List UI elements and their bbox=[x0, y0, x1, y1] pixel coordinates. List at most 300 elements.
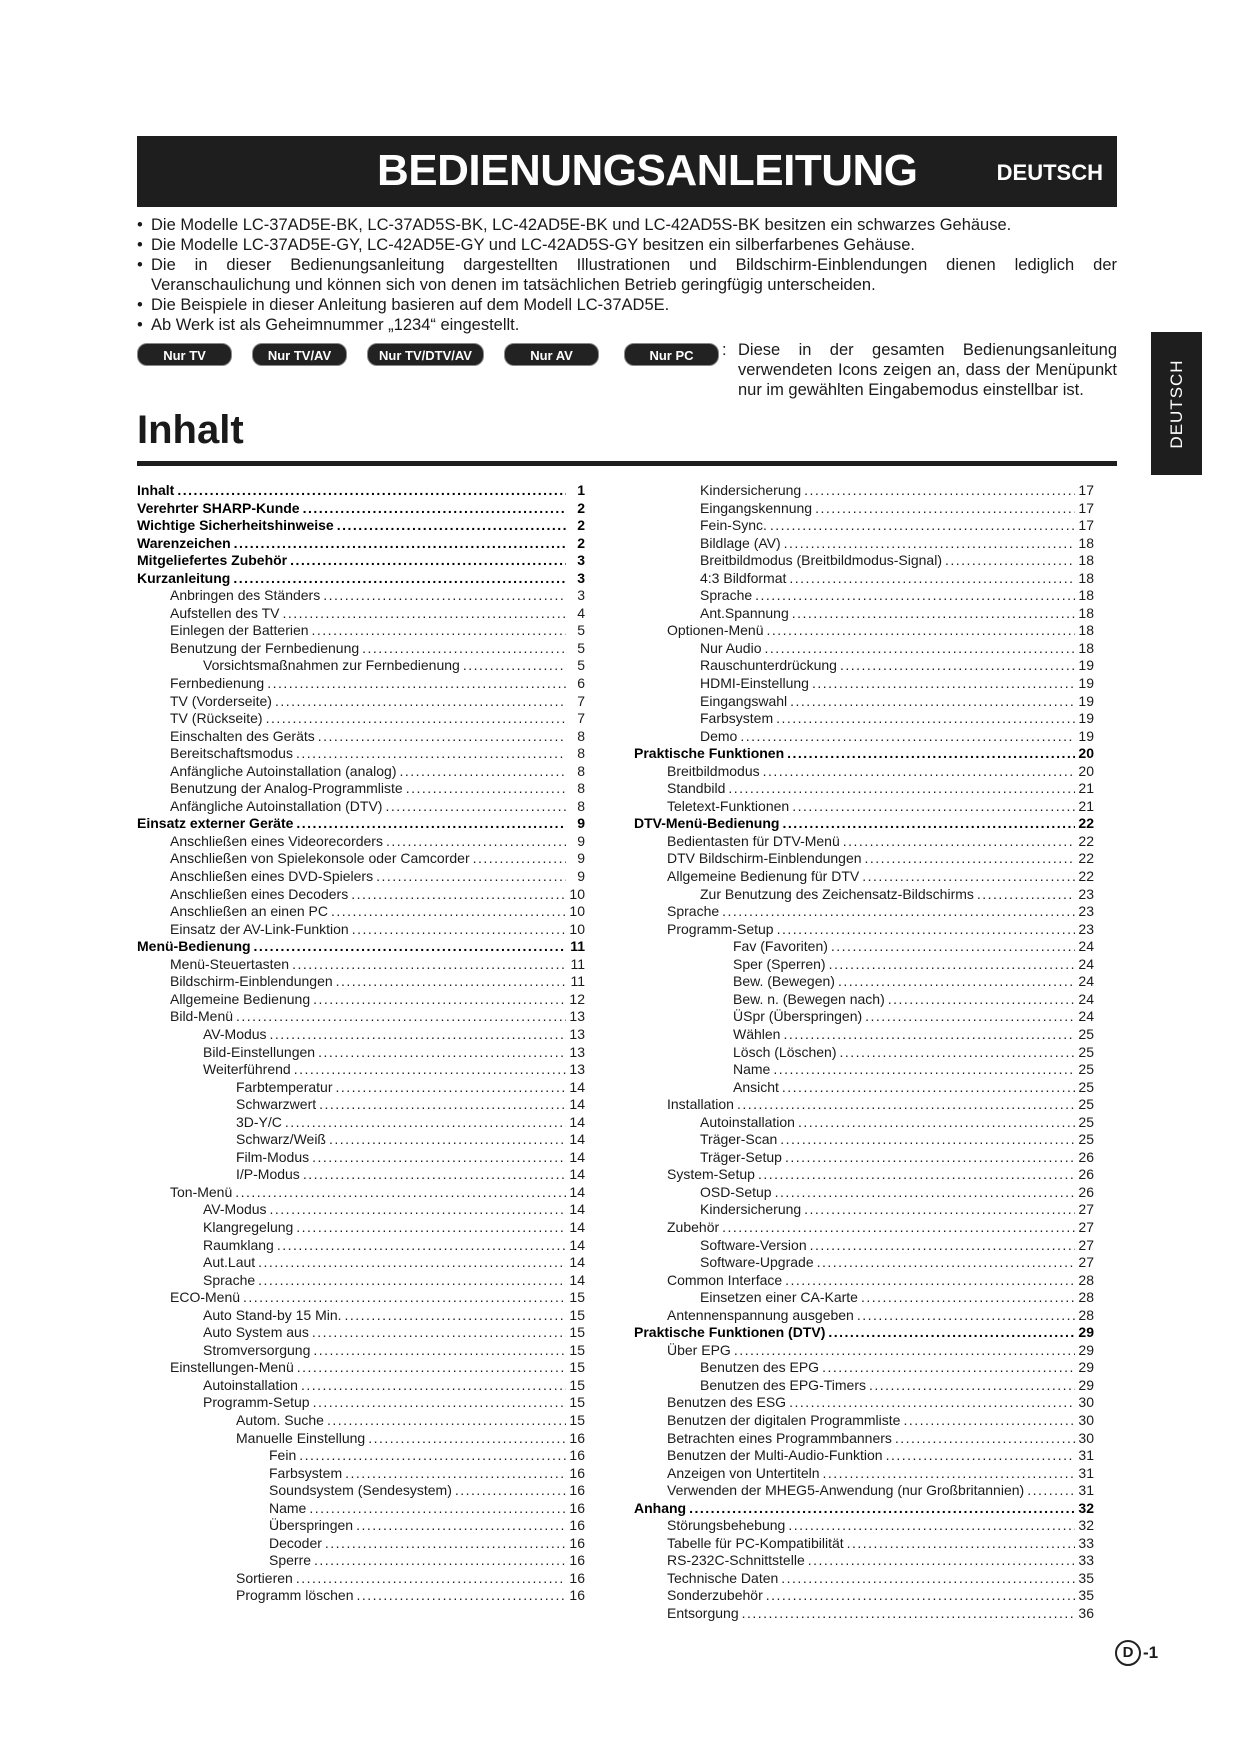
toc-entry-page: 27 bbox=[1078, 1218, 1094, 1235]
toc-entry-title: Common Interface bbox=[667, 1271, 783, 1288]
toc-entry-title: 3D-Y/C bbox=[236, 1113, 282, 1130]
toc-entry bbox=[137, 956, 585, 974]
toc-dot-leader bbox=[270, 1201, 566, 1219]
toc-entry-page: 24 bbox=[1078, 938, 1094, 955]
badge-nur-av: Nur AV bbox=[504, 343, 599, 366]
toc-dot-leader bbox=[233, 570, 566, 588]
toc-entry-page: 11 bbox=[570, 938, 585, 955]
toc-entry bbox=[137, 938, 585, 956]
toc-entry-title: TV (Vorderseite) bbox=[170, 692, 272, 709]
toc-entry-title: Fein bbox=[269, 1447, 297, 1464]
toc-entry bbox=[634, 1342, 1094, 1360]
toc-dot-leader bbox=[782, 1079, 1075, 1097]
toc-entry-page: 36 bbox=[1078, 1605, 1094, 1621]
toc-entry-title: Rauschunterdrückung bbox=[700, 657, 837, 674]
toc-entry-page: 22 bbox=[1078, 850, 1094, 867]
toc-entry bbox=[634, 815, 1094, 833]
toc-dot-leader bbox=[838, 973, 1075, 991]
toc-entry bbox=[137, 1394, 585, 1412]
toc-dot-leader bbox=[296, 1219, 566, 1237]
toc-entry-page: 24 bbox=[1078, 973, 1094, 990]
toc-entry-title: Zur Benutzung des Zeichensatz-Bildschirms bbox=[700, 885, 974, 902]
toc-dot-leader bbox=[270, 1026, 566, 1044]
toc-entry bbox=[634, 1447, 1094, 1465]
toc-dot-leader bbox=[327, 1412, 566, 1430]
toc-entry-page: 23 bbox=[1078, 885, 1094, 902]
toc-entry-page: 9 bbox=[577, 868, 585, 885]
toc-entry-page: 32 bbox=[1078, 1517, 1094, 1534]
toc-entry bbox=[634, 1272, 1094, 1290]
toc-dot-leader bbox=[804, 482, 1075, 500]
toc-entry-page: 25 bbox=[1078, 1113, 1094, 1130]
toc-entry-title: Benutzen der Multi-Audio-Funktion bbox=[667, 1447, 883, 1464]
note-item: • Die Modelle LC-37AD5E-GY, LC-42AD5E-GY und LC-42AD5S-GY besitzen ein silberfarbenes Gehäuse. bbox=[137, 235, 1117, 255]
toc-entry bbox=[137, 1465, 585, 1483]
toc-entry bbox=[634, 850, 1094, 868]
toc-entry bbox=[137, 587, 585, 605]
toc-entry-page: 23 bbox=[1078, 903, 1094, 920]
toc-entry-page: 6 bbox=[577, 675, 585, 692]
toc-dot-leader bbox=[296, 815, 566, 833]
toc-entry-title: Ton-Menü bbox=[170, 1183, 233, 1200]
toc-entry bbox=[634, 1587, 1094, 1605]
toc-entry-page: 27 bbox=[1078, 1201, 1094, 1218]
toc-dot-leader bbox=[742, 1605, 1075, 1623]
note-item: • Die Modelle LC-37AD5E-BK, LC-37AD5S-BK, LC-42AD5E-BK und LC-42AD5S-BK besitzen ein schwarzes Gehäuse. bbox=[137, 215, 1117, 235]
toc-entry-title: Betrachten eines Programmbanners bbox=[667, 1429, 892, 1446]
toc-entry-page: 7 bbox=[577, 710, 585, 727]
toc-entry-page: 17 bbox=[1078, 482, 1094, 498]
toc-dot-leader bbox=[886, 1447, 1075, 1465]
toc-dot-leader bbox=[386, 833, 566, 851]
toc-dot-leader bbox=[790, 693, 1075, 711]
toc-dot-leader bbox=[335, 1079, 566, 1097]
toc-entry bbox=[634, 973, 1094, 991]
toc-entry bbox=[137, 1570, 585, 1588]
toc-entry-title: Fernbedienung bbox=[170, 675, 265, 692]
toc-entry-page: 24 bbox=[1078, 955, 1094, 972]
toc-dot-leader bbox=[351, 886, 566, 904]
toc-entry-page: 14 bbox=[569, 1148, 585, 1165]
toc-entry-title: Farbsystem bbox=[269, 1464, 343, 1481]
toc-entry-title: Auto System aus bbox=[203, 1324, 309, 1341]
toc-entry-title: Breitbildmodus bbox=[667, 762, 760, 779]
toc-entry-page: 15 bbox=[569, 1324, 585, 1341]
toc-entry-page: 18 bbox=[1078, 622, 1094, 639]
toc-entry bbox=[634, 1201, 1094, 1219]
toc-entry-title: Stromversorgung bbox=[203, 1341, 311, 1358]
toc-entry-page: 30 bbox=[1078, 1394, 1094, 1411]
toc-entry-page: 24 bbox=[1078, 990, 1094, 1007]
toc-entry bbox=[634, 640, 1094, 658]
toc-dot-leader bbox=[789, 1394, 1075, 1412]
toc-entry-page: 8 bbox=[577, 745, 585, 762]
toc-dot-leader bbox=[780, 1131, 1075, 1149]
toc-entry-page: 29 bbox=[1078, 1324, 1094, 1341]
toc-dot-leader bbox=[313, 1342, 566, 1360]
toc-entry-title: Raumklang bbox=[203, 1236, 274, 1253]
toc-entry bbox=[137, 482, 585, 500]
toc-entry bbox=[137, 1096, 585, 1114]
toc-dot-leader bbox=[400, 763, 567, 781]
toc-dot-leader bbox=[258, 1272, 566, 1290]
toc-entry-title: Bew. (Bewegen) bbox=[733, 973, 835, 990]
toc-entry-title: Optionen-Menü bbox=[667, 622, 764, 639]
toc-entry-page: 14 bbox=[569, 1201, 585, 1218]
toc-dot-leader bbox=[767, 622, 1075, 640]
toc-entry-page: 18 bbox=[1078, 552, 1094, 569]
toc-dot-leader bbox=[903, 1412, 1075, 1430]
toc-dot-leader bbox=[236, 1008, 566, 1026]
toc-entry-page: 32 bbox=[1078, 1499, 1094, 1516]
toc-entry-title: RS-232C-Schnittstelle bbox=[667, 1552, 805, 1569]
toc-entry-title: Anfängliche Autoinstallation (analog) bbox=[170, 762, 397, 779]
toc-dot-leader bbox=[770, 517, 1075, 535]
toc-entry-title: Anschließen eines DVD-Spielers bbox=[170, 868, 374, 885]
toc-entry-page: 31 bbox=[1078, 1482, 1094, 1499]
toc-entry-title: Sperre bbox=[269, 1552, 312, 1569]
toc-entry bbox=[137, 1289, 585, 1307]
toc-entry bbox=[137, 1535, 585, 1553]
toc-dot-leader bbox=[740, 728, 1075, 746]
toc-entry-title: HDMI-Einstellung bbox=[700, 675, 809, 692]
toc-dot-leader bbox=[808, 1552, 1075, 1570]
toc-entry-page: 19 bbox=[1078, 727, 1094, 744]
toc-dot-leader bbox=[945, 552, 1075, 570]
toc-entry-page: 25 bbox=[1078, 1025, 1094, 1042]
toc-dot-leader bbox=[840, 657, 1075, 675]
toc-dot-leader bbox=[290, 552, 566, 570]
toc-entry-page: 3 bbox=[577, 569, 585, 586]
toc-entry bbox=[634, 657, 1094, 675]
toc-dot-leader bbox=[788, 1517, 1075, 1535]
toc-entry-page: 25 bbox=[1078, 1061, 1094, 1078]
toc-entry-page: 10 bbox=[569, 920, 585, 937]
toc-entry-page: 27 bbox=[1078, 1236, 1094, 1253]
toc-entry-title: Benutzung der Analog-Programmliste bbox=[170, 780, 403, 797]
toc-entry-title: Bedientasten für DTV-Menü bbox=[667, 832, 840, 849]
toc-entry-page: 30 bbox=[1078, 1411, 1094, 1428]
toc-dot-leader bbox=[356, 1517, 566, 1535]
toc-entry bbox=[634, 622, 1094, 640]
toc-entry bbox=[137, 1184, 585, 1202]
toc-dot-leader bbox=[325, 1535, 566, 1553]
toc-dot-leader bbox=[822, 1359, 1075, 1377]
toc-dot-leader bbox=[766, 1587, 1075, 1605]
toc-entry-page: 28 bbox=[1078, 1271, 1094, 1288]
toc-entry bbox=[634, 587, 1094, 605]
toc-entry-title: Kurzanleitung bbox=[137, 569, 231, 586]
toc-entry bbox=[634, 1570, 1094, 1588]
toc-entry bbox=[634, 938, 1094, 956]
title-bar bbox=[137, 136, 1117, 207]
toc-entry bbox=[634, 605, 1094, 623]
toc-entry-title: Einlegen der Batterien bbox=[170, 622, 309, 639]
toc-entry-page: 25 bbox=[1078, 1043, 1094, 1060]
toc-entry bbox=[137, 728, 585, 746]
toc-entry bbox=[137, 780, 585, 798]
toc-dot-leader bbox=[828, 1324, 1075, 1342]
toc-entry-page: 2 bbox=[577, 499, 585, 516]
toc-entry-page: 19 bbox=[1078, 657, 1094, 674]
toc-entry-title: Bildlage (AV) bbox=[700, 534, 781, 551]
toc-entry bbox=[137, 1079, 585, 1097]
toc-entry-title: Breitbildmodus (Breitbildmodus-Signal) bbox=[700, 552, 942, 569]
toc-dot-leader bbox=[764, 640, 1075, 658]
toc-entry-page: 5 bbox=[577, 657, 585, 674]
toc-entry-title: Eingangswahl bbox=[700, 692, 788, 709]
toc-dot-leader bbox=[861, 1289, 1075, 1307]
toc-entry-title: Anzeigen von Untertiteln bbox=[667, 1464, 820, 1481]
toc-dot-leader bbox=[275, 693, 566, 711]
toc-entry-page: 11 bbox=[570, 955, 585, 972]
toc-entry-page: 18 bbox=[1078, 587, 1094, 604]
badge-explanation bbox=[722, 340, 1117, 400]
toc-dot-leader bbox=[329, 1131, 566, 1149]
toc-dot-leader bbox=[722, 903, 1075, 921]
toc-entry bbox=[634, 921, 1094, 939]
toc-dot-leader bbox=[331, 903, 566, 921]
toc-entry-page: 16 bbox=[569, 1587, 585, 1604]
toc-entry bbox=[137, 833, 585, 851]
toc-entry-page: 15 bbox=[569, 1394, 585, 1411]
toc-entry-title: ÜSpr (Überspringen) bbox=[733, 1008, 863, 1025]
toc-entry-page: 20 bbox=[1078, 762, 1094, 779]
toc-dot-leader bbox=[177, 482, 566, 500]
toc-dot-leader bbox=[297, 1359, 566, 1377]
toc-entry bbox=[634, 482, 1094, 500]
toc-entry-page: 13 bbox=[569, 1061, 585, 1078]
toc-entry bbox=[137, 710, 585, 728]
toc-entry-title: Anschließen eines Videorecorders bbox=[170, 832, 383, 849]
toc-entry bbox=[137, 1517, 585, 1535]
toc-dot-leader bbox=[728, 780, 1075, 798]
toc-entry-title: Einsatz der AV-Link-Funktion bbox=[170, 920, 349, 937]
toc-entry-page: 8 bbox=[577, 797, 585, 814]
toc-entry bbox=[137, 1272, 585, 1290]
toc-dot-leader bbox=[977, 886, 1075, 904]
toc-entry-title: Eingangskennung bbox=[700, 499, 813, 516]
toc-entry-title: Über EPG bbox=[667, 1341, 731, 1358]
toc-dot-leader bbox=[296, 1570, 566, 1588]
toc-dot-leader bbox=[323, 587, 566, 605]
toc-entry-page: 26 bbox=[1078, 1166, 1094, 1183]
toc-dot-leader bbox=[455, 1482, 566, 1500]
toc-dot-leader bbox=[840, 1044, 1075, 1062]
toc-entry-title: 4:3 Bildformat bbox=[700, 569, 787, 586]
toc-entry bbox=[137, 605, 585, 623]
toc-entry bbox=[137, 1587, 585, 1605]
toc-entry bbox=[634, 1254, 1094, 1272]
toc-entry-title: Decoder bbox=[269, 1534, 322, 1551]
toc-dot-leader bbox=[815, 500, 1075, 518]
toc-entry-title: Technische Daten bbox=[667, 1569, 779, 1586]
toc-dot-leader bbox=[318, 1044, 566, 1062]
toc-dot-leader bbox=[865, 850, 1075, 868]
toc-entry-page: 27 bbox=[1078, 1254, 1094, 1271]
toc-entry-page: 33 bbox=[1078, 1534, 1094, 1551]
toc-dot-leader bbox=[1027, 1482, 1075, 1500]
toc-dot-leader bbox=[285, 1114, 566, 1132]
toc-entry-title: Sortieren bbox=[236, 1569, 293, 1586]
toc-entry-page: 14 bbox=[569, 1254, 585, 1271]
toc-left-column bbox=[137, 482, 585, 1605]
toc-dot-leader bbox=[309, 1500, 566, 1518]
toc-dot-leader bbox=[258, 1254, 566, 1272]
toc-dot-leader bbox=[758, 1166, 1075, 1184]
toc-entry-page: 17 bbox=[1078, 517, 1094, 534]
toc-entry bbox=[634, 763, 1094, 781]
toc-dot-leader bbox=[336, 973, 566, 991]
toc-entry-title: Entsorgung bbox=[667, 1605, 739, 1621]
toc-dot-leader bbox=[785, 1272, 1075, 1290]
toc-dot-leader bbox=[810, 1237, 1075, 1255]
toc-entry-title: Sonderzubehör bbox=[667, 1587, 763, 1604]
toc-entry bbox=[137, 1201, 585, 1219]
toc-entry-title: Anhang bbox=[634, 1499, 687, 1516]
toc-entry bbox=[137, 640, 585, 658]
toc-entry-title: Kindersicherung bbox=[700, 1201, 802, 1218]
toc-dot-leader bbox=[294, 1061, 566, 1079]
toc-entry-title: Autoinstallation bbox=[700, 1113, 795, 1130]
toc-entry bbox=[634, 1219, 1094, 1237]
toc-entry bbox=[137, 622, 585, 640]
toc-entry bbox=[137, 798, 585, 816]
toc-dot-leader bbox=[463, 657, 566, 675]
toc-entry-title: Antennenspannung ausgeben bbox=[667, 1306, 854, 1323]
toc-right-column bbox=[634, 482, 1094, 1623]
toc-entry-title: Wichtige Sicherheitshinweise bbox=[137, 517, 334, 534]
toc-entry-title: Software-Upgrade bbox=[700, 1254, 814, 1271]
toc-entry-page: 35 bbox=[1078, 1569, 1094, 1586]
toc-entry-title: Farbsystem bbox=[700, 710, 774, 727]
toc-dot-leader bbox=[312, 1149, 566, 1167]
toc-entry-page: 14 bbox=[569, 1271, 585, 1288]
toc-entry-title: Standbild bbox=[667, 780, 726, 797]
toc-entry-page: 12 bbox=[569, 990, 585, 1007]
toc-dot-leader bbox=[406, 780, 566, 798]
toc-dot-leader bbox=[776, 710, 1075, 728]
toc-entry bbox=[137, 535, 585, 553]
toc-entry bbox=[634, 1026, 1094, 1044]
note-item: • Die Beispiele in dieser Anleitung basieren auf dem Modell LC-37AD5E. bbox=[137, 295, 1117, 315]
toc-entry-title: Einsatz externer Geräte bbox=[137, 815, 294, 832]
toc-entry-title: Anfängliche Autoinstallation (DTV) bbox=[170, 797, 383, 814]
toc-entry-page: 4 bbox=[577, 604, 585, 621]
toc-entry-title: Allgemeine Bedienung für DTV bbox=[667, 868, 860, 885]
toc-dot-leader bbox=[763, 763, 1075, 781]
badge-note-colon: : bbox=[722, 341, 727, 359]
toc-entry-page: 14 bbox=[569, 1078, 585, 1095]
toc-entry-page: 10 bbox=[569, 885, 585, 902]
toc-entry-title: Auto Stand-by 15 Min. bbox=[203, 1306, 342, 1323]
toc-entry-page: 16 bbox=[569, 1569, 585, 1586]
toc-entry bbox=[634, 1079, 1094, 1097]
toc-entry bbox=[634, 1377, 1094, 1395]
toc-dot-leader bbox=[368, 1430, 566, 1448]
toc-entry-title: ECO-Menü bbox=[170, 1289, 241, 1306]
toc-entry-page: 14 bbox=[569, 1131, 585, 1148]
toc-entry-title: Praktische Funktionen (DTV) bbox=[634, 1324, 826, 1341]
toc-entry-title: Anbringen des Ständers bbox=[170, 587, 321, 604]
toc-dot-leader bbox=[299, 1447, 566, 1465]
toc-entry bbox=[634, 517, 1094, 535]
toc-entry-title: Sprache bbox=[667, 903, 720, 920]
toc-entry-page: 16 bbox=[569, 1482, 585, 1499]
toc-dot-leader bbox=[254, 938, 566, 956]
toc-entry bbox=[137, 850, 585, 868]
toc-dot-leader bbox=[722, 1219, 1075, 1237]
toc-entry-page: 14 bbox=[569, 1166, 585, 1183]
toc-entry bbox=[634, 745, 1094, 763]
toc-dot-leader bbox=[792, 605, 1075, 623]
toc-entry-title: Benutzen des EPG bbox=[700, 1359, 820, 1376]
toc-dot-leader bbox=[862, 868, 1075, 886]
toc-entry-page: 29 bbox=[1078, 1359, 1094, 1376]
toc-entry-page: 21 bbox=[1078, 780, 1094, 797]
toc-entry bbox=[634, 833, 1094, 851]
toc-entry bbox=[634, 1430, 1094, 1448]
toc-entry-page: 8 bbox=[577, 727, 585, 744]
toc-dot-leader bbox=[235, 1184, 566, 1202]
toc-entry-title: Programm-Setup bbox=[203, 1394, 310, 1411]
toc-dot-leader bbox=[314, 1552, 566, 1570]
toc-entry-title: Wählen bbox=[733, 1025, 781, 1042]
toc-dot-leader bbox=[781, 1570, 1075, 1588]
toc-entry-page: 19 bbox=[1078, 692, 1094, 709]
toc-dot-leader bbox=[266, 710, 566, 728]
toc-entry-title: Manuelle Einstellung bbox=[236, 1429, 366, 1446]
toc-entry bbox=[634, 868, 1094, 886]
toc-entry bbox=[634, 1482, 1094, 1500]
toc-heading: Inhalt bbox=[137, 408, 244, 452]
toc-entry bbox=[137, 1359, 585, 1377]
toc-entry-page: 1 bbox=[577, 482, 585, 498]
toc-entry-title: System-Setup bbox=[667, 1166, 755, 1183]
toc-entry-page: 11 bbox=[570, 973, 585, 990]
toc-entry bbox=[137, 1131, 585, 1149]
toc-dot-leader bbox=[376, 868, 566, 886]
toc-entry-title: Einsetzen einer CA-Karte bbox=[700, 1289, 858, 1306]
toc-entry bbox=[137, 1447, 585, 1465]
toc-dot-leader bbox=[792, 798, 1075, 816]
toc-dot-leader bbox=[787, 745, 1075, 763]
toc-entry-title: AV-Modus bbox=[203, 1201, 267, 1218]
toc-entry bbox=[137, 1324, 585, 1342]
toc-entry-page: 18 bbox=[1078, 569, 1094, 586]
toc-dot-leader bbox=[319, 1096, 566, 1114]
toc-entry-title: Ansicht bbox=[733, 1078, 779, 1095]
toc-entry-page: 16 bbox=[569, 1499, 585, 1516]
toc-entry bbox=[137, 1061, 585, 1079]
toc-entry bbox=[137, 903, 585, 921]
toc-entry-title: DTV Bildschirm-Einblendungen bbox=[667, 850, 862, 867]
toc-entry-page: 18 bbox=[1078, 604, 1094, 621]
toc-entry-page: 9 bbox=[577, 815, 585, 832]
toc-entry bbox=[634, 693, 1094, 711]
toc-entry-page: 16 bbox=[569, 1517, 585, 1534]
toc-entry bbox=[137, 921, 585, 939]
toc-entry-page: 3 bbox=[577, 552, 585, 569]
toc-entry-title: Programm löschen bbox=[236, 1587, 354, 1604]
toc-entry-page: 14 bbox=[569, 1113, 585, 1130]
heading-rule bbox=[137, 461, 1117, 466]
toc-dot-leader bbox=[357, 1587, 567, 1605]
toc-entry bbox=[634, 1412, 1094, 1430]
toc-entry-page: 16 bbox=[569, 1552, 585, 1569]
toc-entry bbox=[634, 1500, 1094, 1518]
toc-entry-title: Schwarzwert bbox=[236, 1096, 317, 1113]
